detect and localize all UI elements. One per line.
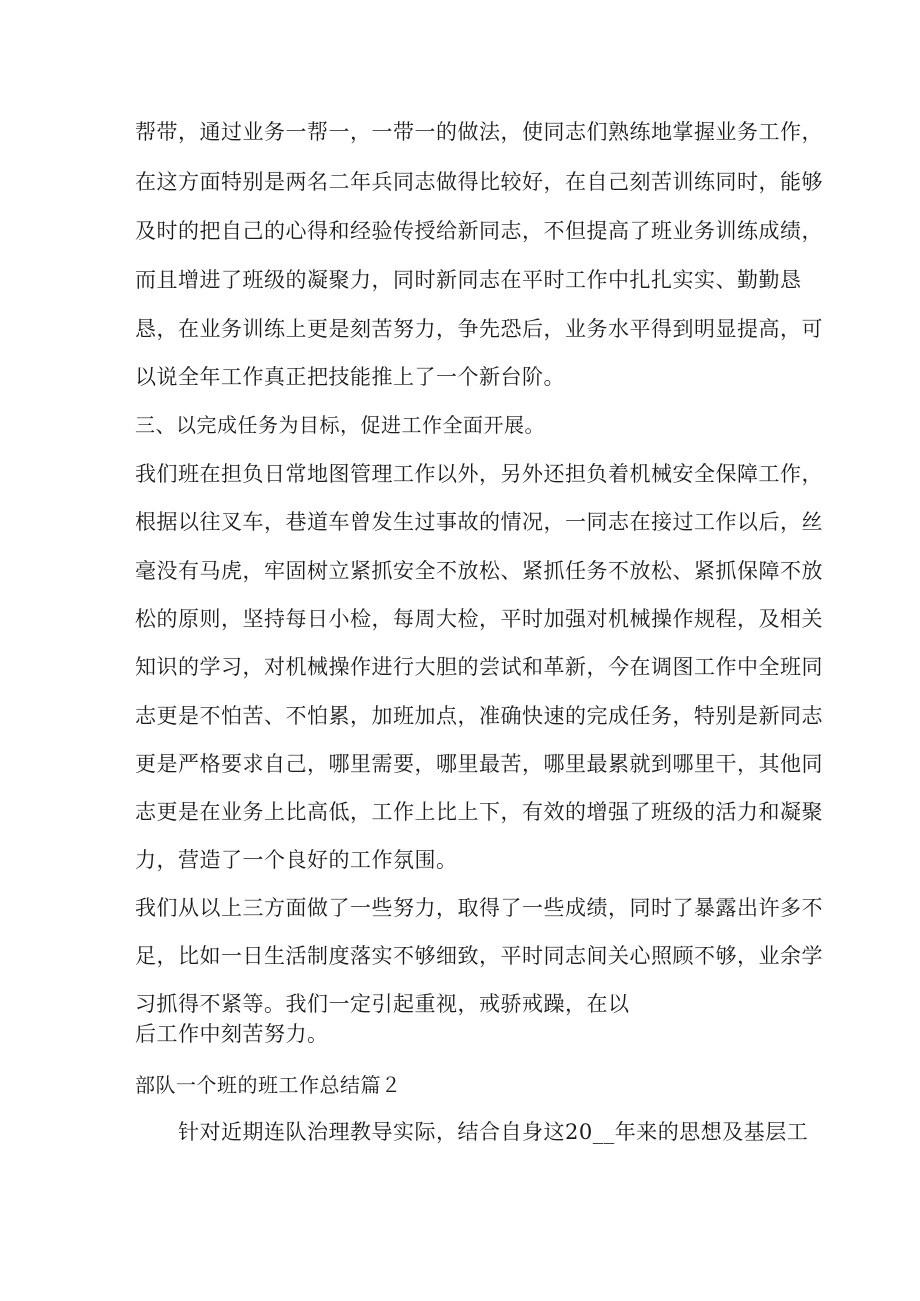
paragraph-line: 恳，在业务训练上更是刻苦努力，争先恐后，业务水平得到明显提高，可 [135, 317, 823, 341]
paragraph-line: 足，比如一日生活制度落实不够细致，平时同志间关心照顾不够，业余学 [135, 944, 823, 968]
paragraph-line: 及时的把自己的心得和经验传授给新同志，不但提高了班业务训练成绩， [135, 219, 823, 243]
article-title: 部队一个班的班工作总结篇２ [135, 1073, 402, 1097]
paragraph-line: 后工作中刻苦努力。 [135, 1022, 329, 1046]
paragraph-line: 志更是在业务上比高低，工作上比上下，有效的增强了班级的活力和凝聚 [135, 800, 823, 824]
paragraph-line: 我们班在担负日常地图管理工作以外，另外还担负着机械安全保障工作， [135, 462, 823, 486]
section-heading: 三、以完成任务为目标，促进工作全面开展。 [135, 413, 545, 437]
paragraph-line: 习抓得不紧等。我们一定引起重视，戒骄戒躁，在以 [135, 992, 630, 1016]
paragraph-line: 更是严格要求自己，哪里需要，哪里最苦，哪里最累就到哪里干，其他同 [135, 752, 823, 776]
paragraph-line: 知识的学习，对机械操作进行大胆的尝试和革新，今在调图工作中全班同 [135, 655, 823, 679]
paragraph-line: 力，营造了一个良好的工作氛围。 [135, 848, 458, 872]
paragraph-line: 在这方面特别是两名二年兵同志做得比较好，在自己刻苦训练同时，能够 [135, 170, 823, 194]
paragraph-line: 志更是不怕苦、不怕累，加班加点，准确快速的完成任务，特别是新同志 [135, 704, 823, 728]
paragraph-line: 我们从以上三方面做了一些努力，取得了一些成绩，同时了暴露出许多不 [135, 896, 823, 920]
paragraph-line: 而且增进了班级的凝聚力，同时新同志在平时工作中扎扎实实、勤勤恳 [135, 268, 802, 292]
paragraph-line: 毫没有马虎，牢固树立紧抓安全不放松、紧抓任务不放松、紧抓保障不放 [135, 559, 823, 583]
paragraph-line: 针对近期连队治理教导实际，结合自身这20__年来的思想及基层工 [178, 1120, 809, 1144]
paragraph-line: 根据以往叉车，巷道车曾发生过事故的情况，一同志在接过工作以后，丝 [135, 510, 823, 534]
paragraph-line: 以说全年工作真正把技能推上了一个新台阶。 [135, 365, 565, 389]
paragraph-line: 帮带，通过业务一帮一，一带一的做法，使同志们熟练地掌握业务工作， [135, 120, 823, 144]
paragraph-line: 松的原则，坚持每日小检，每周大检，平时加强对机械操作规程，及相关 [135, 607, 823, 631]
